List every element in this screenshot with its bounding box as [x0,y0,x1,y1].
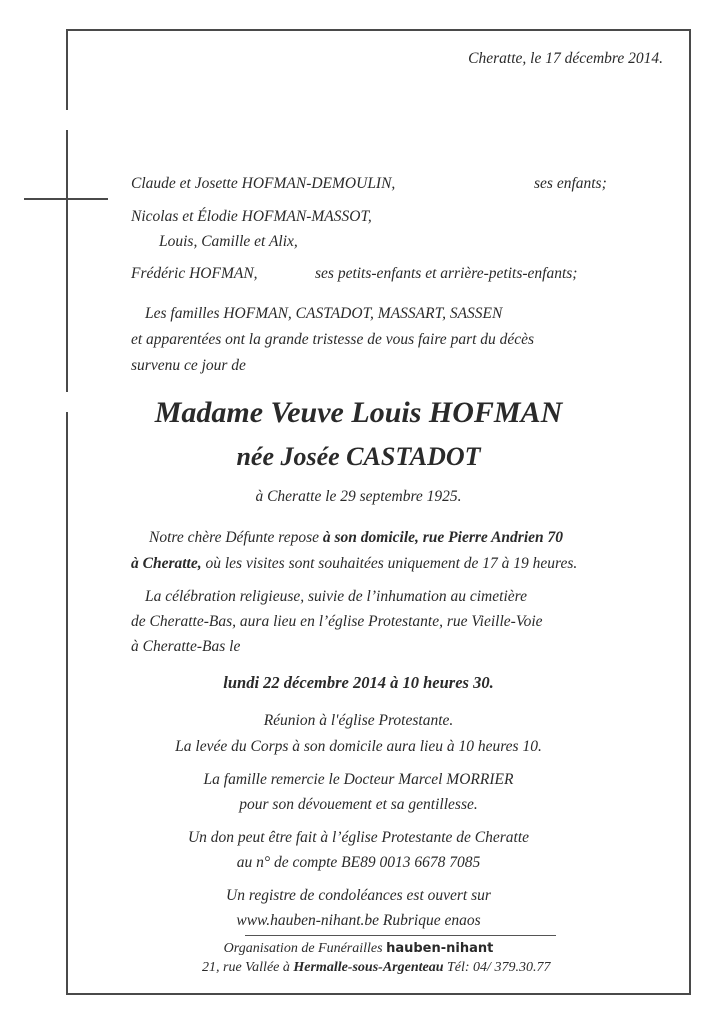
thanks-line1: La famille remercie le Docteur Marcel MORRIER [203,771,514,788]
footer-organisation [0,942,717,956]
visitation-line1-prefix: Notre chère Défunte repose [149,529,323,546]
family-grandchildren-line2: Louis, Camille et Alix, [159,233,298,250]
announcement-line1: Les familles HOFMAN, CASTADOT, MASSART, SASSEN [145,305,503,322]
announcement-line2: et apparentées ont la grande tristesse de vous faire part du décès [131,331,535,348]
family-children-name: Claude et Josette HOFMAN-DEMOULIN, [131,175,396,192]
announcement-line3: survenu ce jour de [131,357,246,374]
visitation-town: à Cheratte, [131,555,202,572]
dateline: Cheratte, le 17 décembre 2014. [468,50,663,67]
deceased-birth: à Cheratte le 29 septembre 1925. [255,488,462,505]
family-grandchildren-line1: Nicolas et Élodie HOFMAN-MASSOT, [131,208,372,225]
donation-account: au n° de compte BE89 0013 6678 7085 [236,854,481,871]
ceremony-line2: de Cheratte-Bas, aura lieu en l’église Protestante, rue Vieille-Voie [131,613,543,630]
footer-address [202,961,550,975]
visitation-hours: où les visites sont souhaitées uniquement de 17 à 19 heures. [201,555,578,572]
frame-border-bottom [66,993,691,995]
visitation-line1 [149,530,563,546]
family-children-role: ses enfants; [534,175,607,192]
meeting-line2: La levée du Corps à son domicile aura lieu à 10 heures 10. [175,738,542,755]
deceased-name: Madame Veuve Louis HOFMAN [154,396,563,429]
frame-border-right [689,29,691,995]
register-line1: Un registre de condoléances est ouvert sur [226,887,491,904]
deceased-born-name: née Josée CASTADOT [236,442,481,471]
ceremony-line3: à Cheratte-Bas le [131,638,241,655]
ceremony-date: lundi 22 décembre 2014 à 10 heures 30. [223,673,494,692]
thanks-line2: pour son dévouement et sa gentillesse. [239,796,478,813]
ceremony-line1: La célébration religieuse, suivie de l’inhumation au cimetière [145,588,527,605]
cross-horizontal [24,198,108,200]
meeting-line1: Réunion à l'église Protestante. [263,712,454,729]
donation-line1: Un don peut être fait à l’église Protestante de Cheratte [187,829,530,846]
footer-divider [245,935,556,936]
footer-org-prefix: Organisation de Funérailles [223,941,387,956]
family-grandchild-role: ses petits-enfants et arrière-petits-enfants; [315,265,578,282]
brand-logo: hauben-nihant [386,941,494,956]
family-grandchild-name: Frédéric HOFMAN, [131,265,258,282]
visitation-address: à son domicile, rue Pierre Andrien 70 [322,529,564,546]
visitation-line2 [131,556,577,572]
cross-vertical [66,130,68,392]
frame-border-top [66,29,691,31]
footer-address-street: 21, rue Vallée à [202,960,294,975]
footer-phone: Tél: 04/ 379.30.77 [443,960,551,975]
frame-border-left-segment [66,29,68,110]
register-link[interactable]: www.hauben-nihant.be Rubrique enaos [236,912,481,929]
footer-address-city: Hermalle-sous-Argenteau [293,960,444,975]
